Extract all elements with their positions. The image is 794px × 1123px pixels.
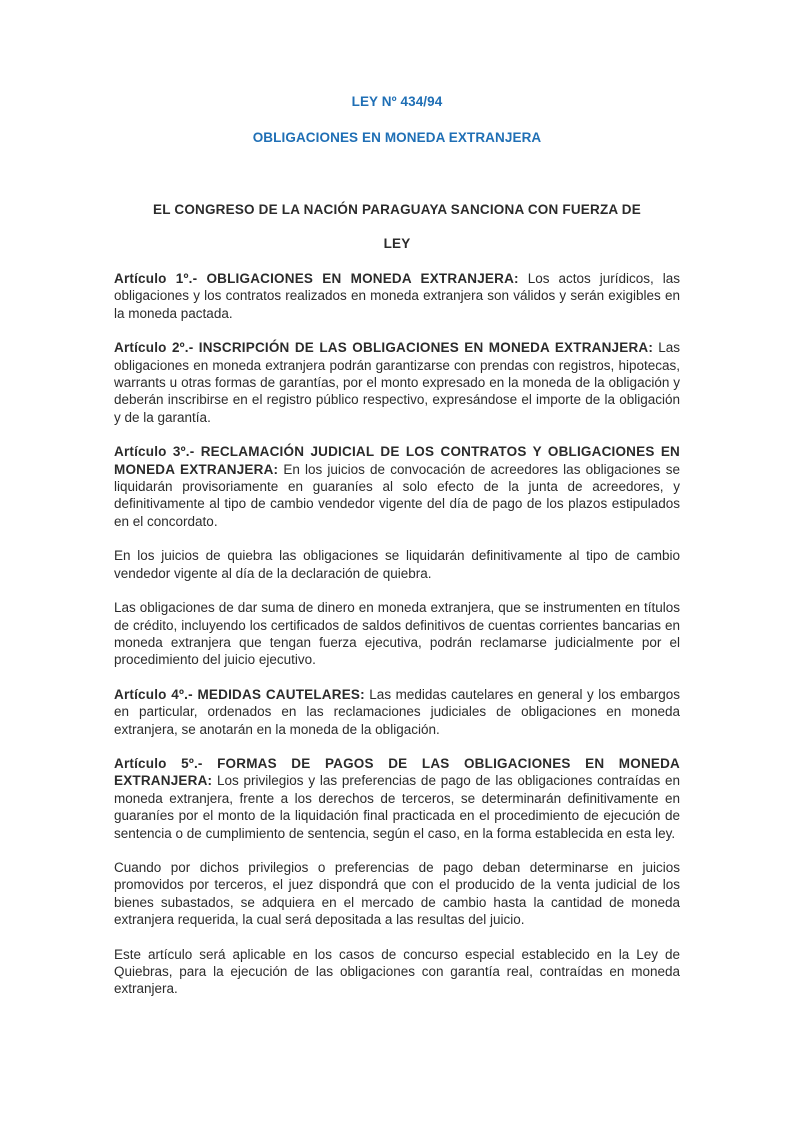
- article-3: [114, 443, 680, 530]
- article-text: En los juicios de quiebra las obligaciones se liquidarán definitivamente al tipo de cambio vendedor vigente al día de la declaración de quiebra.: [114, 548, 680, 581]
- article-5: [114, 755, 680, 842]
- article-3-paragraph-2: [114, 547, 680, 582]
- article-text: Las obligaciones en moneda extranjera podrán garantizarse con prendas con registros, hipotecas, warrants u otras formas de garantías, por el monto expresado en la moneda de la obligación y deberán inscribirse en el registro público respectivo, expresándose el importe de la obligación y de la garantía.: [114, 340, 680, 425]
- enactment-clause: EL CONGRESO DE LA NACIÓN PARAGUAYA SANCIONA CON FUERZA DE: [153, 202, 641, 217]
- article-4: [114, 686, 680, 738]
- document-body: [114, 270, 680, 1015]
- article-5-paragraph-2: [114, 859, 680, 929]
- article-text: En los juicios de convocación de acreedores las obligaciones se liquidarán provisoriamente en guaraníes al solo efecto de la junta de acreedores, y definitivamente al tipo de cambio vendedor vigente del día de pago de los plazos estipulados en el concordato.: [114, 461, 681, 529]
- article-text: Las medidas cautelares en general y los embargos en particular, ordenados en las reclamaciones judiciales de obligaciones en moneda extranjera, se anotarán en la moneda de la obligación.: [114, 686, 680, 737]
- article-3-paragraph-3: [114, 599, 680, 669]
- article-heading: Artículo 2º.- INSCRIPCIÓN DE LAS OBLIGACIONES EN MONEDA EXTRANJERA:: [114, 340, 654, 356]
- law-number: LEY Nº 434/94: [351, 94, 443, 109]
- article-heading: Artículo 3º.- RECLAMACIÓN JUDICIAL DE LOS CONTRATOS Y OBLIGACIONES EN MONEDA EXTRANJERA:: [114, 444, 680, 477]
- article-5-paragraph-3: [114, 946, 680, 998]
- article-heading: Artículo 5º.- FORMAS DE PAGOS DE LAS OBLIGACIONES EN MONEDA EXTRANJERA:: [114, 755, 680, 789]
- article-text: Los actos jurídicos, las obligaciones y los contratos realizados en moneda extranjera son válidos y serán exigibles en la moneda pactada.: [114, 271, 680, 321]
- article-text: Este artículo será aplicable en los casos de concurso especial establecido en la Ley de Quiebras, para la ejecución de las obligaciones con garantía real, contraídas en moneda extranjera.: [114, 946, 680, 997]
- article-heading: Artículo 1º.- OBLIGACIONES EN MONEDA EXTRANJERA:: [114, 271, 519, 286]
- article-heading: Artículo 4º.- MEDIDAS CAUTELARES:: [114, 686, 365, 702]
- enactment-clause-law: LEY: [383, 236, 411, 251]
- article-1: [114, 270, 680, 322]
- article-text: Las obligaciones de dar suma de dinero en moneda extranjera, que se instrumenten en títulos de crédito, incluyendo los certificados de saldos definitivos de cuentas corrientes bancarias en moneda extranjera que tengan fuerza ejecutiva, podrán reclamarse judicialmente por el procedimiento del juicio ejecutivo.: [114, 600, 680, 668]
- article-text: Cuando por dichos privilegios o preferencias de pago deban determinarse en juicios promovidos por terceros, el juez dispondrá que con el producido de la venta judicial de los bienes subastados, se adquiera en el mercado de cambio hasta la cantidad de moneda extranjera requerida, la cual será depositada a las resultas del juicio.: [114, 859, 680, 928]
- article-text: Los privilegios y las preferencias de pago de las obligaciones contraídas en moneda extranjera, frente a los derechos de terceros, se determinarán definitivamente en guaraníes por el monto de la liquidación final practicada en el procedimiento de ejecución de sentencia o de cumplimiento de sentencia, según el caso, en la forma establecida en esta ley.: [114, 773, 680, 841]
- article-2: [114, 339, 680, 426]
- law-title: OBLIGACIONES EN MONEDA EXTRANJERA: [252, 130, 542, 145]
